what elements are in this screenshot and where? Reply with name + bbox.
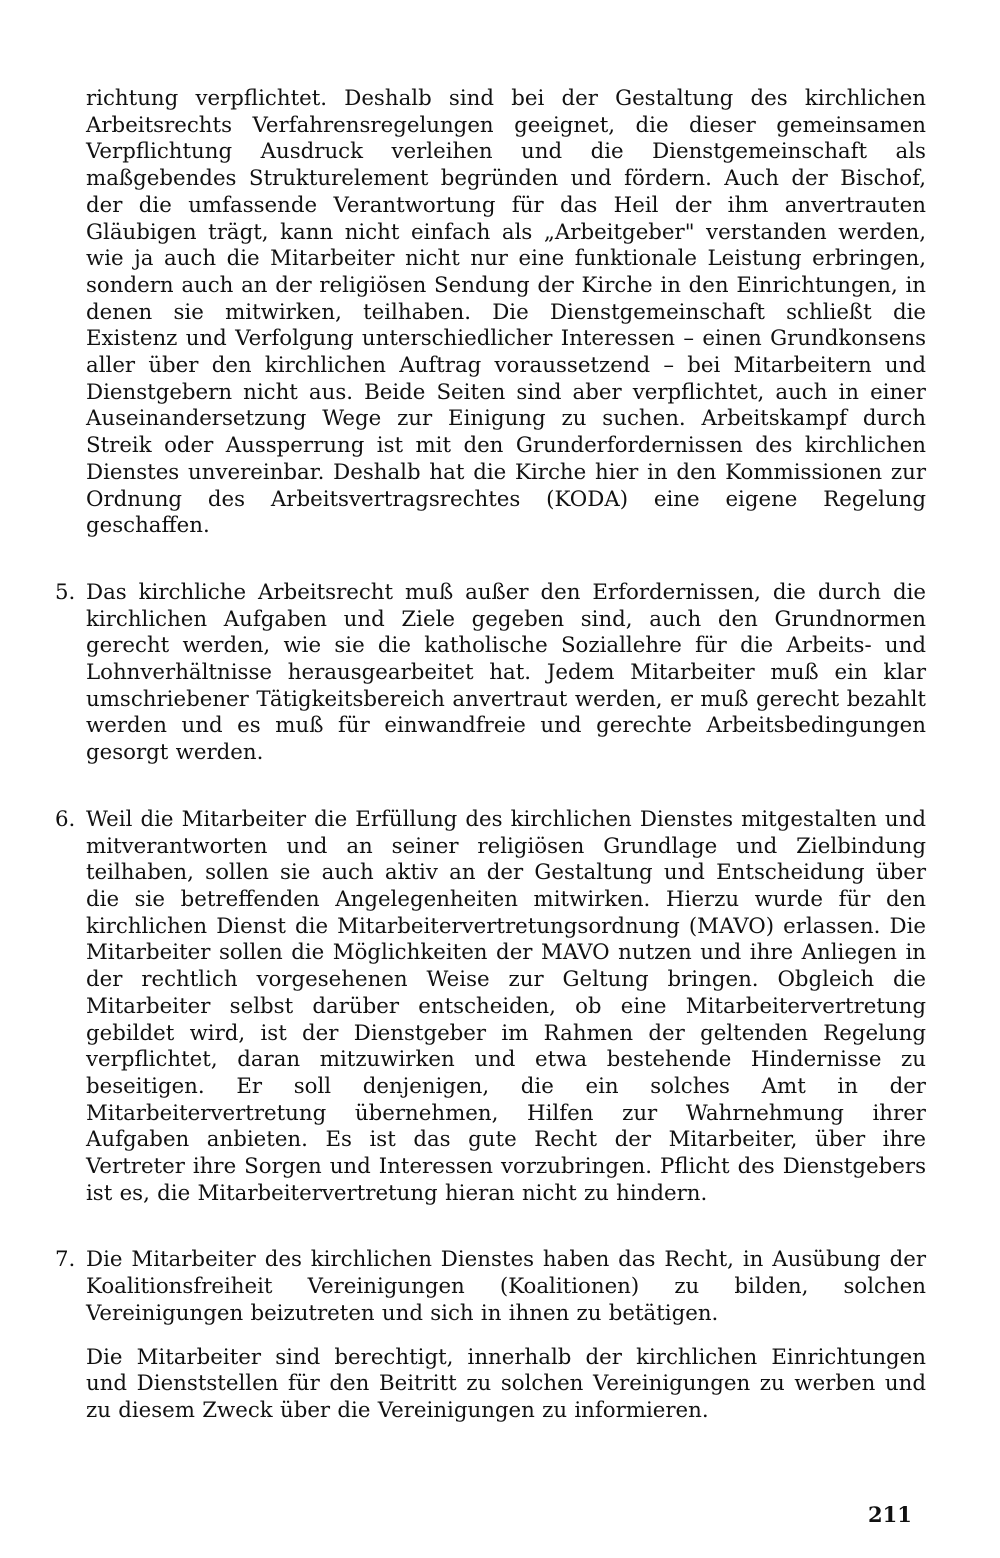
page-body (55, 86, 926, 1425)
list-item-6 (55, 806, 926, 1208)
page-number: 211 (868, 1502, 912, 1527)
intro-paragraph: richtung verpflichtet. Deshalb sind bei der Gestaltung des kirchlichen Arbeitsrechts Verfahrensregelungen geeignet, die dieser gemeinsamen Verpflichtung Ausdruck verleihen und die Dienstgemeinschaft als maßgebendes Strukturelement begründen und fördern. Auch der Bischof, der die umfassende Verantwortung für das Heil der ihm anvertrauten Gläubigen trägt, kann nicht einfach als „Arbeitgeber" verstanden werden, wie ja auch die Mitarbeiter nicht nur eine funktionale Leistung erbringen, sondern auch an der religiösen Sendung der Kirche in den Einrichtungen, in denen sie mitwirken, teilhaben. Die Dienstgemeinschaft schließt die Existenz und Verfolgung unterschiedlicher Interessen – einen Grundkonsens aller über den kirchlichen Auftrag voraussetzend – bei Mitarbeitern und Dienstgebern nicht aus. Beide Seiten sind aber verpflichtet, auch in einer Auseinandersetzung Wege zur Einigung zu suchen. Arbeitskampf durch Streik oder Aussperrung ist mit den Grunderfordernissen des kirchlichen Dienstes unvereinbar. Deshalb hat die Kirche hier in den Kommissionen zur Ordnung des Arbeitsvertragsrechtes (KODA) eine eigene Regelung geschaffen. (86, 86, 926, 539)
item-number: 6. (55, 806, 76, 832)
item-text: Weil die Mitarbeiter die Erfüllung des kirchlichen Dienstes mitgestalten und mitverantworten und an seiner religiösen Grundlage und Zielbindung teilhaben, sollen sie auch aktiv an der Gestaltung und Entscheidung über die sie betreffenden Angelegenheiten mitwirken. Hierzu wurde für den kirchlichen Dienst die Mitarbeitervertretungsordnung (MAVO) erlassen. Die Mitarbeiter sollen die Möglichkeiten der MAVO nutzen und ihre Anliegen in der rechtlich vorgesehenen Weise zur Geltung bringen. Obgleich die Mitarbeiter selbst darüber entscheiden, ob eine Mitarbeitervertretung gebildet wird, ist der Dienstgeber im Rahmen der geltenden Regelung verpflichtet, daran mitzuwirken und etwa bestehende Hindernisse zu beseitigen. Er soll denjenigen, die ein solches Amt in der Mitarbeitervertretung übernehmen, Hilfen zur Wahrnehmung ihrer Aufgaben anbieten. Es ist das gute Recht der Mitarbeiter, über ihre Vertreter ihre Sorgen und Interessen vorzubringen. Pflicht des Dienstgebers ist es, die Mitarbeitervertretung hieran nicht zu hindern. (86, 806, 926, 1206)
list-item-5 (55, 579, 926, 767)
list-item-7 (55, 1247, 926, 1424)
item-text-continued: Die Mitarbeiter sind berechtigt, innerhalb der kirchlichen Einrichtungen und Dienststellen für den Beitritt zu solchen Vereinigungen zu werben und zu diesem Zweck über die Vereinigungen zu informieren. (86, 1344, 926, 1423)
item-text: Die Mitarbeiter des kirchlichen Dienstes haben das Recht, in Ausübung der Koalitionsfreiheit Vereinigungen (Koalitionen) zu bilden, solchen Vereinigungen beizutreten und sich in ihnen zu betätigen. (86, 1247, 926, 1326)
item-text: Das kirchliche Arbeitsrecht muß außer den Erfordernissen, die durch die kirchlichen Aufgaben und Ziele gegeben sind, auch den Grundnormen gerecht werden, wie sie die katholische Soziallehre für die Arbeits- und Lohnverhältnisse herausgearbeitet hat. Jedem Mitarbeiter muß ein klar umschriebener Tätigkeitsbereich anvertraut werden, er muß gerecht bezahlt werden und es muß für einwandfreie und gerechte Arbeitsbedingungen gesorgt werden. (86, 579, 926, 766)
item-number: 7. (55, 1247, 76, 1273)
item-number: 5. (55, 579, 76, 605)
